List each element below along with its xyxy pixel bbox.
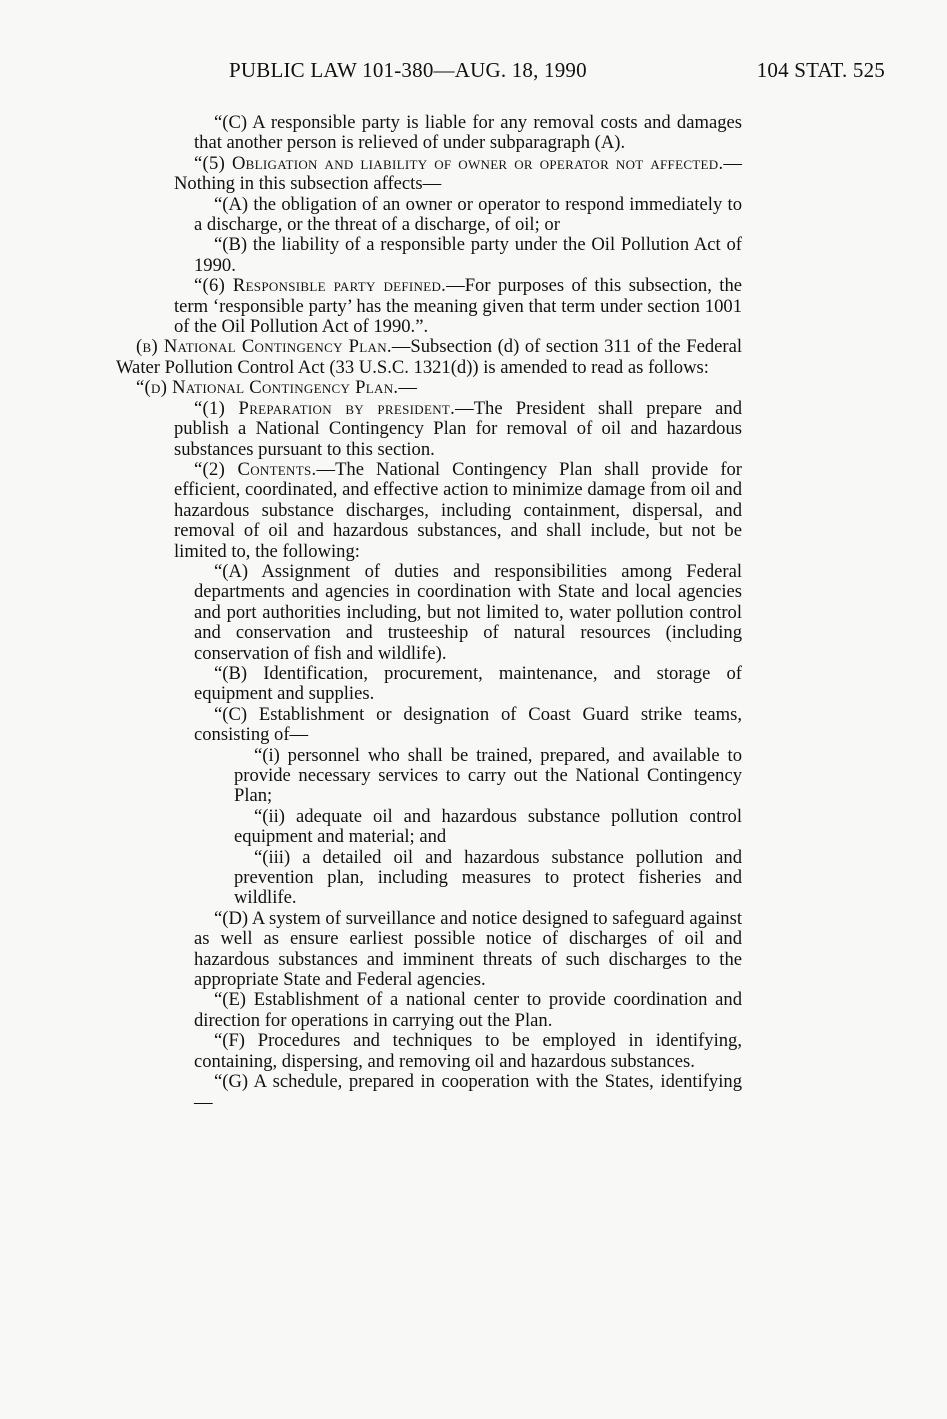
paragraph-text: —The President shall prepare and publish a National Contingency Plan for removal of oil and hazardous substances pursuant to this section. <box>174 397 742 460</box>
paragraph-text: “(iii) a detailed oil and hazardous substance pollution and prevention plan, including measures to protect fisheries and wildlife. <box>234 846 742 909</box>
paragraph-text: “(E) Establishment of a national center to provide coordination and direction for operations in carrying out the Plan. <box>194 989 742 1031</box>
paragraph-text: “(ii) adequate oil and hazardous substance pollution control equipment and material; and <box>234 805 742 848</box>
paragraph <box>116 460 742 562</box>
body-text <box>116 113 742 1113</box>
paragraph-text: “(G) A schedule, prepared in cooperation with the States, identifying— <box>194 1071 742 1113</box>
paragraph <box>116 1072 742 1113</box>
paragraph <box>116 705 742 746</box>
paragraph <box>116 746 742 807</box>
paragraph <box>116 848 742 909</box>
paragraph-text: “(C) A responsible party is liable for any removal costs and damages that another person is relieved of under subparagraph (A). <box>194 112 742 154</box>
paragraph <box>116 195 742 236</box>
paragraph-text: — <box>398 377 417 399</box>
paragraph-heading: (b) National Contingency Plan. <box>136 336 392 358</box>
paragraph-text: “(B) the liability of a responsible party under the Oil Pollution Act of 1990. <box>194 234 742 276</box>
paragraph <box>116 1031 742 1072</box>
paragraph <box>116 990 742 1031</box>
paragraph <box>116 909 742 991</box>
statute-page-number: 104 STAT. 525 <box>756 58 885 82</box>
paragraph-heading: “(5) Obligation and liability of owner or operator not affected. <box>194 152 724 174</box>
paragraph <box>116 562 742 664</box>
paragraph-text: “(B) Identification, procurement, maintenance, and storage of equipment and supplies. <box>194 662 742 705</box>
paragraph-text: —The National Contingency Plan shall provide for efficient, coordinated, and effective action to minimize damage from oil and hazardous substance discharges, including containment, dispersal, and removal of oil and hazardous substances, and shall include, but not be limited to, the following: <box>174 458 742 562</box>
running-header <box>0 58 947 88</box>
paragraph <box>116 113 742 154</box>
paragraph <box>116 807 742 848</box>
paragraph-text: —Nothing in this subsection affects— <box>174 152 742 195</box>
paragraph <box>116 378 742 398</box>
paragraph-text: “(F) Procedures and techniques to be employed in identifying, containing, dispersing, and removing oil and hazardous substances. <box>194 1030 742 1072</box>
paragraph-heading: “(d) National Contingency Plan. <box>136 377 399 399</box>
paragraph-heading: “(1) Preparation by president. <box>194 397 456 419</box>
header-title: PUBLIC LAW 101-380—AUG. 18, 1990 <box>229 58 587 82</box>
paragraph-heading: “(2) Contents. <box>194 458 317 480</box>
paragraph-text: —For purposes of this subsection, the term ‘responsible party’ has the meaning given that term under section 1001 of the Oil Pollution Act of 1990.”. <box>174 275 742 338</box>
paragraph-text: “(A) Assignment of duties and responsibilities among Federal departments and agencies in coordination with State and local agencies and port authorities including, but not limited to, water pollution control and conservation and trusteeship of natural resources (including conservation of fish and wildlife). <box>194 560 742 664</box>
paragraph <box>116 337 742 378</box>
paragraph-heading: “(6) Responsible party defined. <box>194 275 447 297</box>
paragraph <box>116 664 742 705</box>
paragraph <box>116 399 742 460</box>
paragraph <box>116 154 742 195</box>
paragraph-text: “(A) the obligation of an owner or operator to respond immediately to a discharge, or the threat of a discharge, of oil; or <box>194 193 742 236</box>
paragraph-text: —Subsection (d) of section 311 of the Federal Water Pollution Control Act (33 U.S.C. 1321(d)) is amended to read as follows: <box>116 336 742 378</box>
paragraph-text: “(D) A system of surveillance and notice designed to safeguard against as well as ensure earliest possible notice of discharges of oil and hazardous substances and imminent threats of such discharges to the appropriate State and Federal agencies. <box>194 907 742 991</box>
paragraph <box>116 235 742 276</box>
paragraph <box>116 276 742 337</box>
paragraph-text: “(i) personnel who shall be trained, prepared, and available to provide necessary services to carry out the National Contingency Plan; <box>234 744 742 807</box>
paragraph-text: “(C) Establishment or designation of Coast Guard strike teams, consisting of— <box>194 703 742 746</box>
